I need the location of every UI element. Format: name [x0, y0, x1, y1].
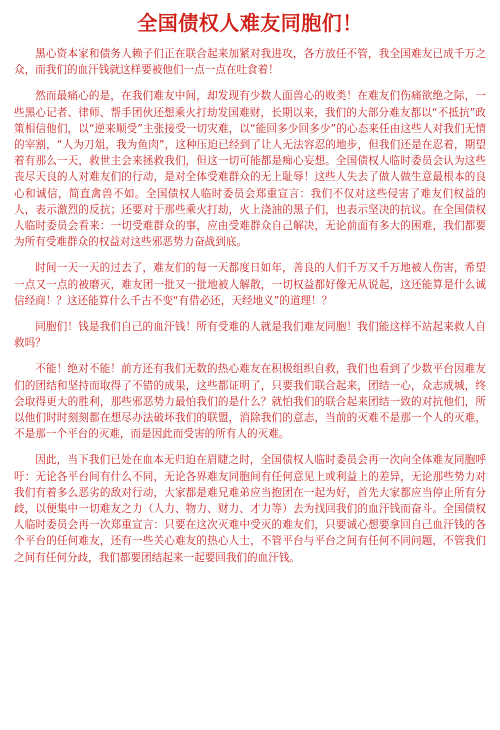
paragraph-time-passing: 时间一天一天的过去了，难友们的每一天都度日如年，善良的人们千万又千万地被人伤害，希望一点又一点的被磨灭，难友团一批又一批地被人解散，一切权益都好像无从说起，这还能算是什么诚信经商！？这还能算什么千古不变“有借必还，天经地义”的道理！？	[14, 262, 486, 307]
paragraph-call-to-stand: 同胞们！钱是我们自己的血汗钱！所有受难的人就是我们难友同胞！我们能这样不站起来救人自救吗？	[14, 321, 486, 350]
page-title: 全国债权人难友同胞们！	[137, 11, 363, 35]
paragraph-appeal: 因此，当下我们已处在血本无归迫在眉睫之时，全国债权人临时委员会再一次向全体难友同胞呼吁：无论各平台间有什么不同，无论各界难友同胞间有任何意见上或利益上的差异，无论那些势力对我们有着多么恶劣的敌对行动，大家都是难兄难弟应当抱团在一起为好，首先大家都应当停止所有分歧，以便集中一切难友之力（人力、物力、财力、才力等）去为找回我们的血汗钱而奋斗。全国债权人临时委员会再一次郑重宣言：只要在这次灭难中受灭的难友们，只要诚心想要拿回自己血汗钱的各个平台的任何难友，还有一些关心难友的热心人士，不管平台与平台之间有任何不同问题，不管我们之间有任何分歧，我们都要团结起来一起要回我们的血汗钱。	[14, 454, 486, 564]
paragraph-traitors: 然而最痛心的是，在我们难友中间，却发现有少数人面兽心的败类！在难友们伤痛欲绝之际，一些黑心记者、律师、帮手团伙还想乘火打劫发国难财，长期以来，我们的大部分难友都以“不抵抗”政策相信他们，以“逆来顺受”主张接受一切灾难，以“能回多少回多少”的心态来任由这些人对我们无情的宰割，“人为刀俎，我为鱼肉”，这种压迫已经到了让人无法容忍的地步，但我们还是在忍着，期望着有那么一天，救世主会来拯救我们，但这一切可能都是痴心妄想。全国债权人临时委员会认为这些丧尽天良的人对难友们的行动，是对全体受难群众的无上耻辱！这些人失去了做人做生意最根本的良心和诚信，简直禽兽不如。全国债权人临时委员会郑重宣言：我们不仅对这些侵害了难友们权益的人，表示激烈的反抗；还要对于那些乘火打劫，火上浇油的黑子们，也表示坚决的抗议。在全国债权人临时委员会看来：一切受难群众的事，应由受难群众自己解决，无论前面有多大的困难，我们都要为所有受难群众的权益对这些邪恶势力奋战到底。	[14, 90, 486, 249]
paragraph-intro: 黑心资本家和债务人赖子们正在联合起来加紧对我进攻，各方放任不管，我全国难友已成千万之众，而我们的血汗钱就这样要被他们一点一点在吐食着！	[14, 48, 486, 77]
paragraph-unity: 不能！绝对不能！前方还有我们无数的热心难友在积极组织自救，我们也看到了少数平台因难友们的团结和坚持而取得了不错的成果，这些都证明了，只要我们联合起来，团结一心，众志成城，终会取得更大的胜利，那些邪恶势力最怕我们的是什么？就怕我们的联合起来团结一致的对抗他们，所以他们时时刻刻都在想尽办法破坏我们的联盟，消除我们的意志，当前的灭难不是那一个人的灭难，不是那一个平台的灭难，而是因此而受害的所有人的灭难。	[14, 363, 486, 441]
